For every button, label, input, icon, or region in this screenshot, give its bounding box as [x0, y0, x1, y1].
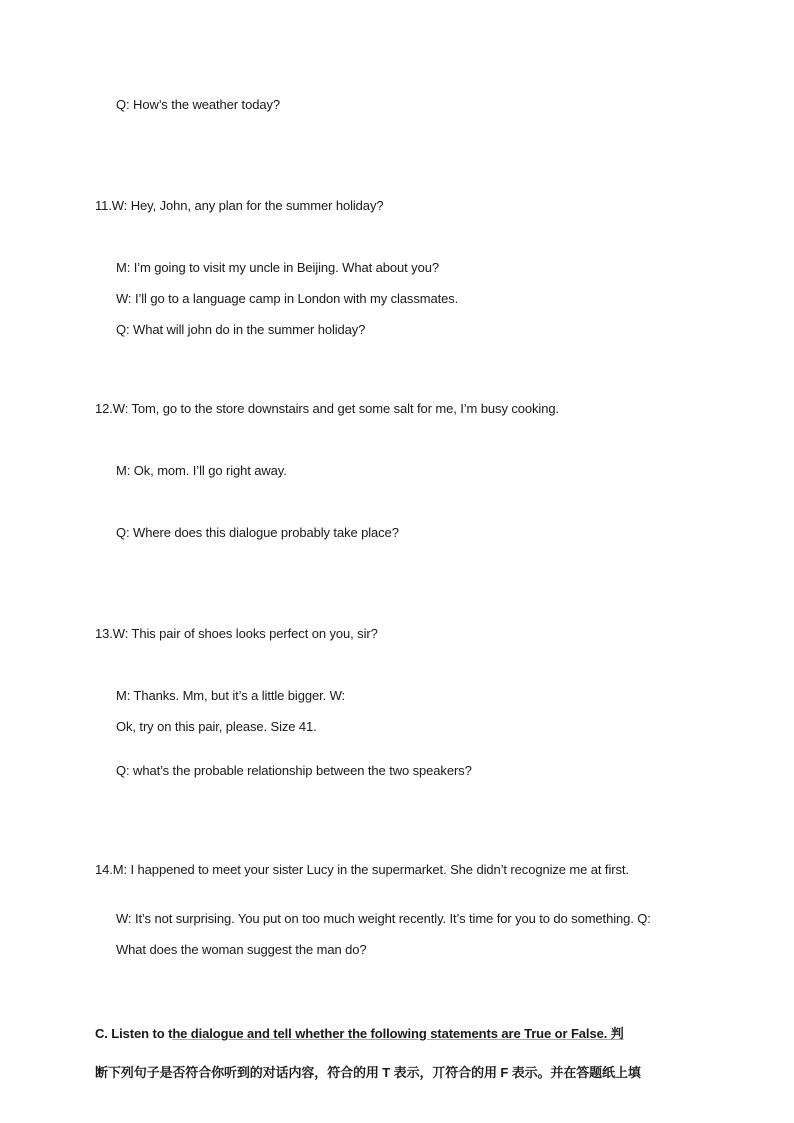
- question-13-w2: Ok, try on this pair, please. Size 41.: [116, 719, 317, 734]
- question-11-w2: W: I’ll go to a language camp in London with my classmates.: [116, 291, 459, 306]
- section-c-heading: [95, 1025, 624, 1043]
- question-14-m: 14.M: I happened to meet your sister Lucy in the supermarket. She didn’t recognize me at first.: [95, 862, 629, 877]
- section-c-instructions: 断下列句子是否符合你听到的对话内容，符合的用 T 表示，丌符合的用 F 表示。并在答题纸上填: [95, 1065, 641, 1080]
- question-11-m: M: I’m going to visit my uncle in Beijing. What about you?: [116, 260, 439, 275]
- question-14-q: What does the woman suggest the man do?: [116, 942, 367, 957]
- question-12-w: 12.W: Tom, go to the store downstairs and get some salt for me, I’m busy cooking.: [95, 401, 559, 416]
- section-c-part2: he dialogue and tell whether the following statements are True or False. 判: [172, 1026, 624, 1041]
- question-12-m: M: Ok, mom. I’ll go right away.: [116, 463, 287, 478]
- question-13-q: Q: what’s the probable relationship between the two speakers?: [116, 763, 472, 778]
- question-11-w: 11.W: Hey, John, any plan for the summer holiday?: [95, 198, 384, 213]
- question-13-w: 13.W: This pair of shoes looks perfect on you, sir?: [95, 626, 378, 641]
- question-11-q: Q: What will john do in the summer holiday?: [116, 322, 366, 337]
- question-12-q: Q: Where does this dialogue probably take place?: [116, 525, 399, 540]
- question-14-w: W: It’s not surprising. You put on too much weight recently. It’s time for you to do something. Q:: [116, 911, 651, 926]
- question-10-q: Q: How’s the weather today?: [116, 97, 280, 112]
- section-c-part1: C. Listen to t: [95, 1026, 173, 1041]
- question-13-m: M: Thanks. Mm, but it’s a little bigger. W:: [116, 688, 346, 703]
